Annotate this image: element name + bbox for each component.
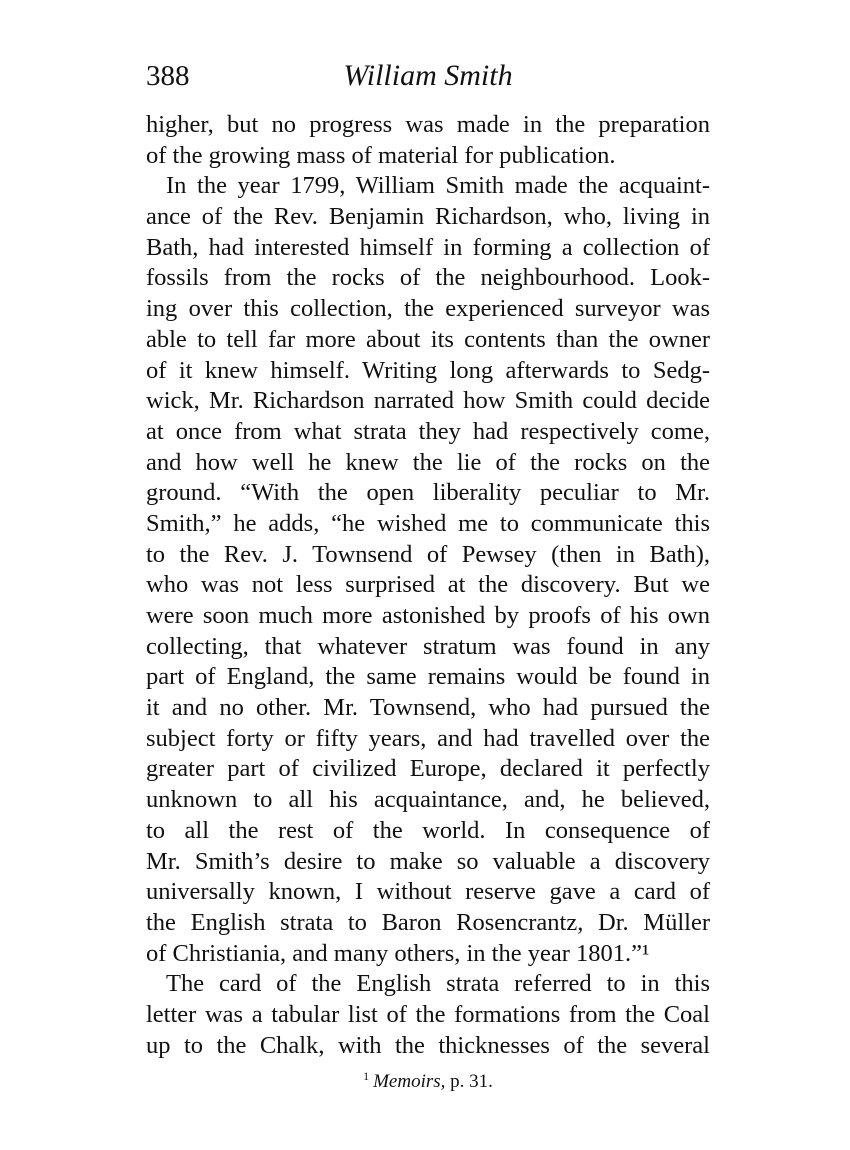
text-line: subject forty or fifty years, and had travelled over the <box>146 724 710 752</box>
text-line: ance of the Rev. Benjamin Richardson, who, living in <box>146 203 710 231</box>
text-line: collecting, that whatever stratum was found in any <box>146 632 710 660</box>
footnote-title: Memoirs, <box>373 1071 446 1092</box>
text-line: unknown to all his acquaintance, and, he believed, <box>146 786 710 814</box>
text-line: universally known, I without reserve gave a card of <box>146 878 710 906</box>
text-line: greater part of civilized Europe, declared it perfectly <box>146 755 710 783</box>
text-line: The card of the English strata referred to in this <box>166 970 710 998</box>
text-line: at once from what strata they had respectively come, <box>146 417 710 445</box>
text-line: In the year 1799, William Smith made the acquaint- <box>166 172 710 200</box>
text-line: wick, Mr. Richardson narrated how Smith could decide <box>146 387 710 415</box>
text-line: ground. “With the open liberality peculiar to Mr. <box>146 479 710 507</box>
text-line: Smith,” he adds, “he wished me to communicate this <box>146 509 710 537</box>
text-line: able to tell far more about its contents than the owner <box>146 325 710 353</box>
text-line: of Christiania, and many others, in the year 1801.”¹ <box>146 939 650 967</box>
text-line: to the Rev. J. Townsend of Pewsey (then in Bath), <box>146 540 710 568</box>
text-line: fossils from the rocks of the neighbourhood. Look- <box>146 264 710 292</box>
body-text <box>146 110 710 1061</box>
text-line: of the growing mass of material for publication. <box>146 141 616 169</box>
footnote <box>146 1064 710 1094</box>
running-head <box>146 58 710 98</box>
page-number: 388 <box>146 60 190 92</box>
text-line: it and no other. Mr. Townsend, who had pursued the <box>146 694 710 722</box>
text-line: letter was a tabular list of the formations from the Coal <box>146 1000 710 1028</box>
text-line: who was not less surprised at the discovery. But we <box>146 571 710 599</box>
text-line: higher, but no progress was made in the preparation <box>146 111 710 138</box>
text-line: part of England, the same remains would be found in <box>146 663 710 691</box>
text-line: Mr. Smith’s desire to make so valuable a discovery <box>146 847 710 875</box>
text-line: the English strata to Baron Rosencrantz, Dr. Müller <box>146 908 710 936</box>
text-line: ing over this collection, the experienced surveyor was <box>146 295 710 323</box>
text-line: of it knew himself. Writing long afterwards to Sedg- <box>146 356 710 384</box>
text-line: Bath, had interested himself in forming a collection of <box>146 233 710 261</box>
text-line: were soon much more astonished by proofs of his own <box>146 602 710 629</box>
text-line: and how well he knew the lie of the rocks on the <box>146 448 710 476</box>
text-line: up to the Chalk, with the thicknesses of the several <box>146 1031 710 1059</box>
footnote-marker: 1 <box>363 1069 370 1083</box>
text-line: to all the rest of the world. In consequence of <box>146 816 710 844</box>
running-title: William Smith <box>343 59 513 92</box>
footnote-page-ref: p. 31. <box>450 1071 493 1092</box>
